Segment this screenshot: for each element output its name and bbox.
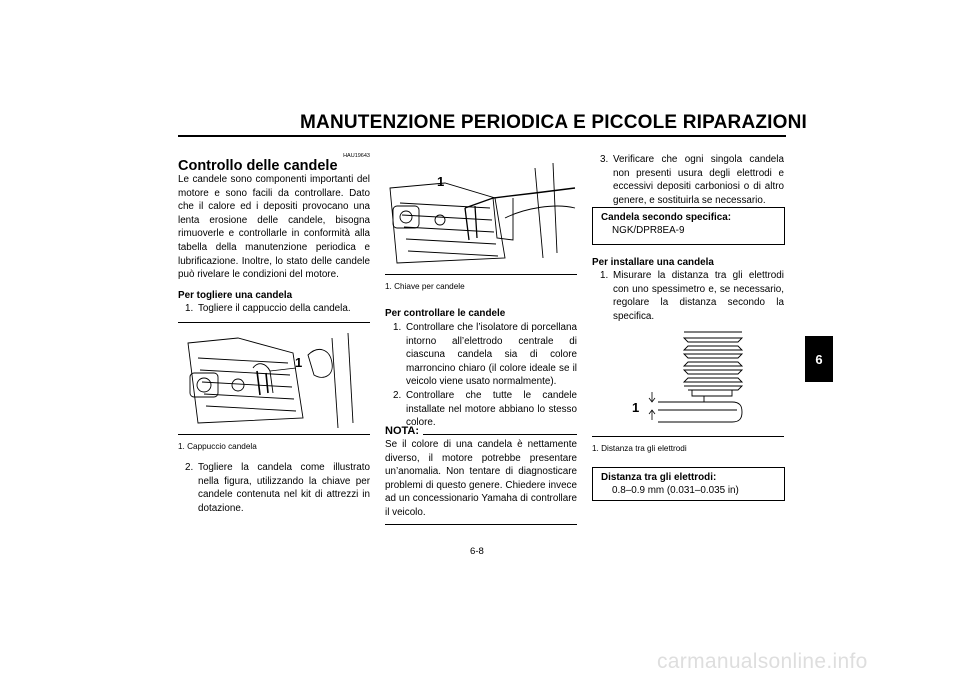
nota-text: Se il colore di una candela è nettamente diverso, il motore potrebbe presentare un’anomalia. Non tentare di diagnosticare problemi di questo genere. Chiedere invece ad un concessionario Yamaha di controllare il veicolo. <box>385 439 577 518</box>
electrode-gap-figure <box>592 330 784 430</box>
check-subheading: Per controllare le candele <box>385 308 506 319</box>
remove-step-1 <box>185 302 370 316</box>
step-text: Controllare che tutte le candele installate nel motore abbiano lo stesso colore. <box>406 389 577 429</box>
spark-plug-spec-box <box>592 207 785 245</box>
figure-caption: 1. Distanza tra gli elettrodi <box>592 444 687 453</box>
step-number: 1. <box>600 270 609 281</box>
step-text: Verificare che ogni singola candela non presenti usura degli elettrodi e eccessivi depositi carboniosi o di altro genere, e sostituirla se necessario. <box>613 154 784 206</box>
page-number: 6-8 <box>470 546 484 557</box>
intro-paragraph: Le candele sono componenti importanti del motore e sono facili da controllare. Dato che il calore ed i depositi provocano una lenta erosione delle candele, bisogna rimuoverle e controllarle in conformità alla tabella della manutenzione periodica e lubrificazione. Inoltre, lo stato delle candele può rivelare le condizioni del motore. <box>178 174 370 281</box>
spark-plug-cap-figure <box>178 323 370 433</box>
step-text: Controllare che l’isolatore di porcellana intorno all’elettrodo centrale di ciascuna candela sia di colore marroncino chiaro (il colore ideale se il veicolo viene usato normalmente). <box>406 322 577 388</box>
step-number: 1. <box>393 322 402 333</box>
figure-bottom-rule <box>178 434 370 435</box>
step-number: 3. <box>600 154 609 165</box>
spec-label: Distanza tra gli elettrodi: <box>601 472 717 483</box>
spec-label: Candela secondo specifica: <box>601 212 732 223</box>
install-step-1 <box>600 269 784 323</box>
figure-callout: 1 <box>295 355 303 370</box>
step-number: 2. <box>185 462 194 473</box>
remove-step-2 <box>185 461 370 515</box>
step-text: Misurare la distanza tra gli elettrodi con uno spessimetro e, se necessario, regolare la distanza secondo la specifica. <box>613 270 784 322</box>
step-text: Togliere la candela come illustrato nella figura, utilizzando la chiave per candele contenuta nel kit di attrezzi in dotazione. <box>198 462 370 514</box>
figure-callout: 1 <box>437 174 445 189</box>
nota-bottom-rule <box>385 524 577 525</box>
nota-label: NOTA: <box>385 425 420 437</box>
figure-callout: 1 <box>632 400 640 415</box>
section-code: HAU19643 <box>343 153 370 159</box>
page-header-title: MANUTENZIONE PERIODICA E PICCOLE RIPARAZIONI <box>300 112 808 133</box>
electrode-gap-spec-box <box>592 467 785 501</box>
check-steps <box>393 321 577 430</box>
section-heading: Controllo delle candele <box>178 158 338 174</box>
figure-bottom-rule <box>592 436 784 437</box>
check-step-1 <box>393 321 577 389</box>
watermark: carmanualsonline.info <box>657 650 868 673</box>
step-number: 2. <box>393 389 402 401</box>
figure-bottom-rule <box>385 274 577 275</box>
nota-rule <box>423 434 577 435</box>
spec-value: 0.8–0.9 mm (0.031–0.035 in) <box>612 485 739 496</box>
nota-box <box>385 425 577 525</box>
check-step-3 <box>600 153 784 207</box>
header-rule <box>178 135 786 137</box>
install-subheading: Per installare una candela <box>592 257 714 268</box>
spec-value: NGK/DPR8EA-9 <box>612 225 685 236</box>
chapter-tab: 6 <box>805 336 833 382</box>
check-step-2 <box>393 389 577 430</box>
figure-caption: 1. Cappuccio candela <box>178 442 257 451</box>
remove-subheading: Per togliere una candela <box>178 290 293 301</box>
spark-plug-wrench-figure <box>385 158 577 270</box>
figure-caption: 1. Chiave per candele <box>385 282 465 291</box>
step-text: Togliere il cappuccio della candela. <box>198 303 351 314</box>
step-number: 1. <box>185 303 194 314</box>
